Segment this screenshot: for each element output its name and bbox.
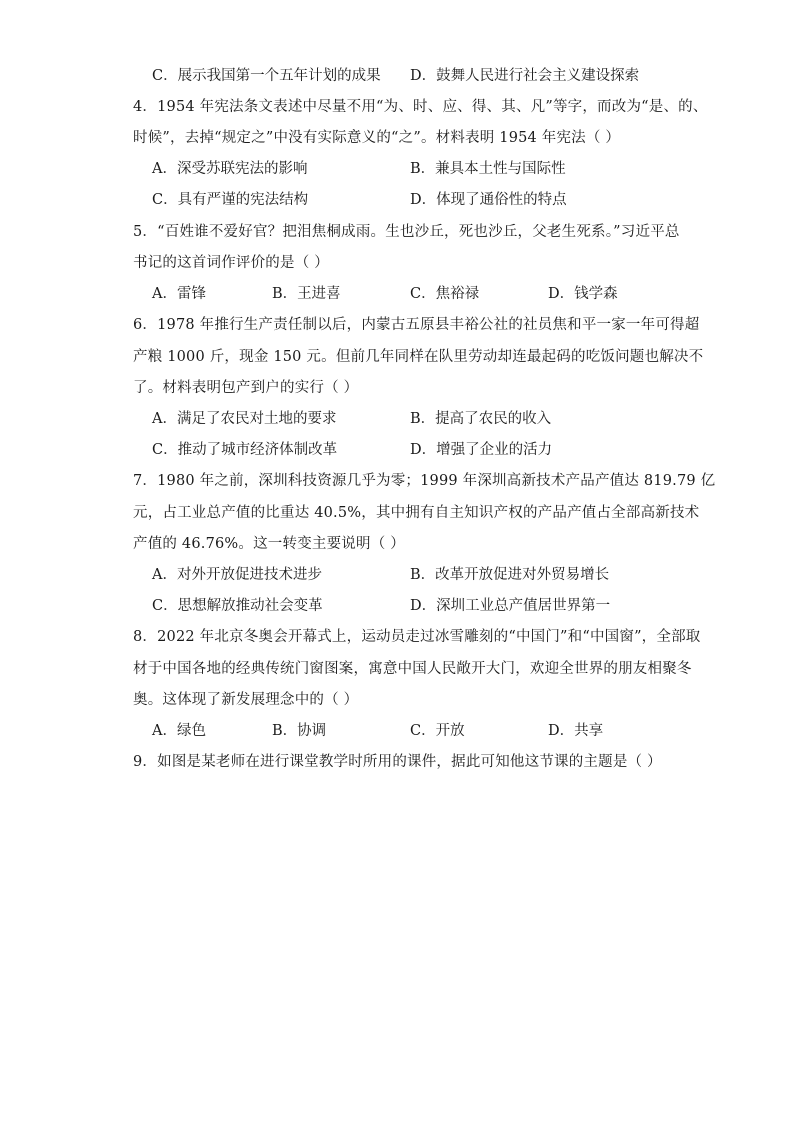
q5-option-a: A．雷锋: [152, 286, 206, 302]
q5-options-row: [152, 284, 672, 304]
q4-stem-line-1: 4．1954 年宪法条文表述中尽量不用“为、时、应、得、其、凡”等字，而改为“是、的、: [133, 99, 708, 115]
q4-option-d: D．体现了通俗性的特点: [410, 192, 567, 208]
q7-option-b: B．改革开放促进对外贸易增长: [410, 567, 610, 583]
q5-option-c: C．焦裕禄: [410, 286, 480, 302]
q7-stem-line-2: 元，占工业总产值的比重达 40.5%，其中拥有自主知识产权的产品产值占全部高新技术: [133, 505, 700, 521]
q6-stem-line-2: 产粮 1000 斤，现金 150 元。但前几年同样在队里劳动却连最起码的吃饭问题也解决不: [133, 349, 704, 365]
q5-stem-line-2: 书记的这首词作评价的是（ ）: [133, 255, 329, 271]
q4-option-a: A．深受苏联宪法的影响: [152, 161, 308, 177]
q8-stem-line-1: 8．2022 年北京冬奥会开幕式上，运动员走过冰雪雕刻的“中国门”和“中国窗”，全部取: [133, 629, 701, 645]
q3-option-d: D．鼓舞人民进行社会主义建设探索: [410, 68, 640, 84]
q8-option-c: C．开放: [410, 723, 465, 739]
q8-option-a: A．绿色: [152, 723, 206, 739]
q5-option-b: B．王进喜: [272, 286, 341, 302]
q6-stem-line-3: 了。材料表明包产到户的实行（ ）: [133, 380, 359, 396]
q6-option-c: C．推动了城市经济体制改革: [152, 442, 338, 458]
q3-option-c: C．展示我国第一个五年计划的成果: [152, 68, 381, 84]
q7-option-d: D．深圳工业总产值居世界第一: [410, 598, 611, 614]
q7-stem-line-3: 产值的 46.76%。这一转变主要说明（ ）: [133, 536, 405, 552]
q9-stem-line-1: 9．如图是某老师在进行课堂教学时所用的课件，据此可知他这节课的主题是（ ）: [133, 754, 662, 770]
q6-option-b: B．提高了农民的收入: [410, 411, 552, 427]
q6-option-d: D．增强了企业的活力: [410, 442, 553, 458]
q4-stem-line-2: 时候”，去掉“规定之”中没有实际意义的“之”。材料表明 1954 年宪法（ ）: [133, 130, 621, 146]
q7-option-a: A．对外开放促进技术进步: [152, 567, 322, 583]
q8-option-b: B．协调: [272, 723, 327, 739]
q6-option-a: A．满足了农民对土地的要求: [152, 411, 337, 427]
q4-options-row-2: [152, 190, 672, 210]
q8-options-row: [152, 721, 672, 741]
q4-option-c: C．具有严谨的宪法结构: [152, 192, 309, 208]
q5-option-d: D．钱学森: [548, 286, 618, 302]
q6-options-row-1: [152, 409, 672, 429]
q8-stem-line-3: 奥。这体现了新发展理念中的（ ）: [133, 692, 359, 708]
q8-stem-line-2: 材于中国各地的经典传统门窗图案，寓意中国人民敞开大门，欢迎全世界的朋友相聚冬: [133, 661, 692, 677]
q7-options-row-2: [152, 596, 672, 616]
q8-option-d: D．共享: [548, 723, 604, 739]
q5-stem-line-1: 5．“百姓谁不爱好官？把泪焦桐成雨。生也沙丘，死也沙丘，父老生死系。”习近平总: [133, 224, 680, 240]
q6-options-row-2: [152, 440, 672, 460]
q4-option-b: B．兼具本土性与国际性: [410, 161, 566, 177]
q7-stem-line-1: 7．1980 年之前，深圳科技资源几乎为零；1999 年深圳高新技术产品产值达 819.79 亿: [133, 473, 716, 489]
q4-options-row-1: [152, 159, 672, 179]
q7-option-c: C．思想解放推动社会变革: [152, 598, 323, 614]
q6-stem-line-1: 6．1978 年推行生产责任制以后，内蒙古五原县丰裕公社的社员焦和平一家一年可得超: [133, 317, 700, 333]
q7-options-row-1: [152, 565, 672, 585]
q3-options-row-2: [152, 66, 672, 86]
